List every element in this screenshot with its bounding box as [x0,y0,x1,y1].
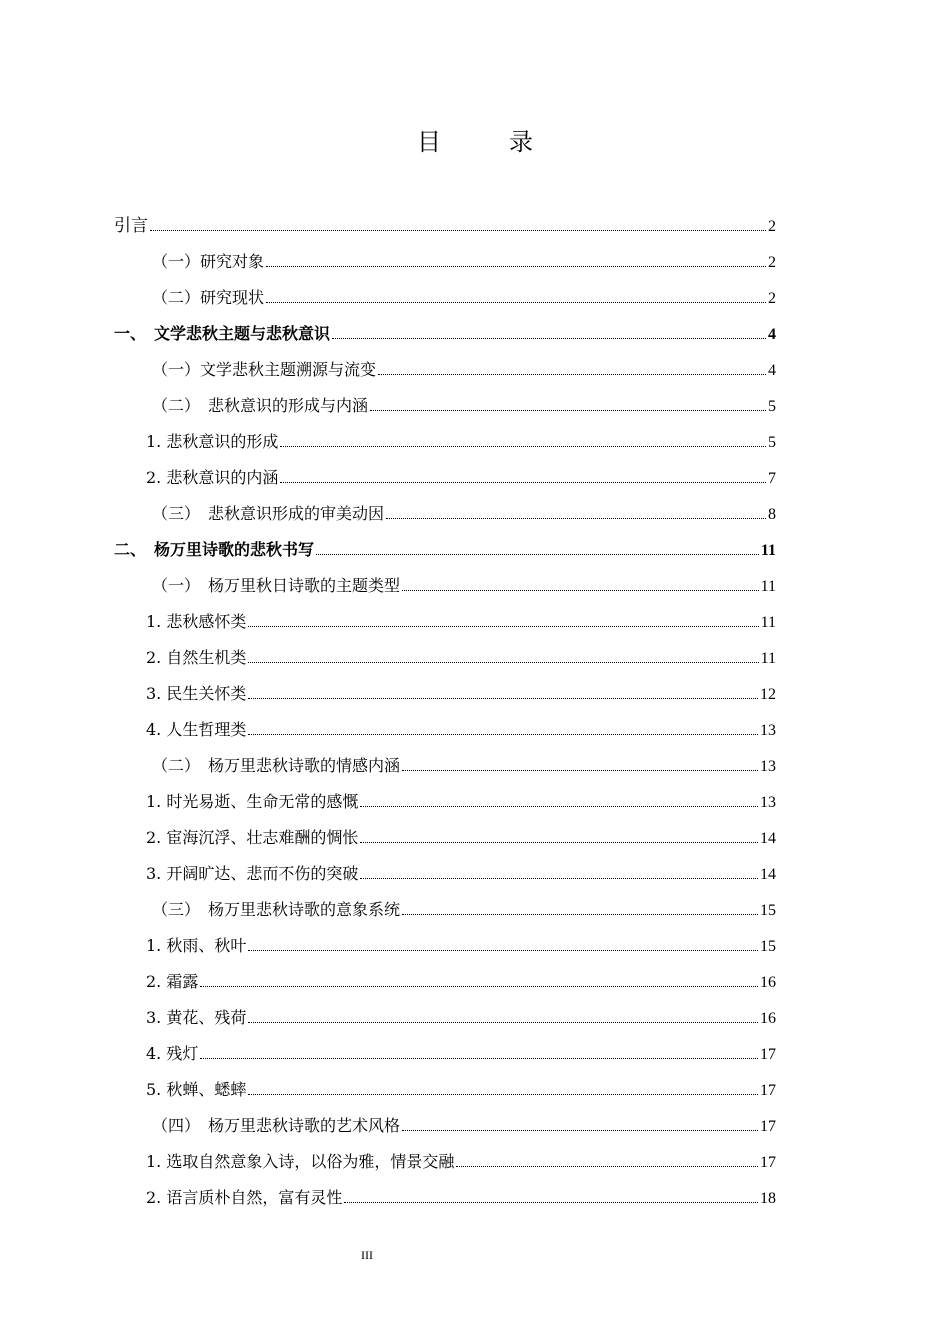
toc-entry[interactable] [152,278,776,308]
toc-entry-page: 16 [760,974,776,991]
toc-entry[interactable] [146,638,776,668]
toc-entry-intro[interactable] [114,206,776,236]
toc-entry-page: 5 [768,434,776,451]
toc-entry-page: 11 [760,578,776,595]
toc-entry-page: 11 [760,650,776,667]
toc-entry-label: 2. 霜露 [146,972,199,991]
leader-dots [370,410,766,411]
toc-entry-page: 12 [760,686,776,703]
toc-entry-page: 14 [760,830,776,847]
toc-entry-page: 13 [760,722,776,739]
toc-entry-label: （三） 杨万里悲秋诗歌的意象系统 [152,900,401,919]
toc-entry[interactable] [146,458,776,488]
toc-entry-label: 2. 悲秋意识的内涵 [146,468,279,487]
toc-entry-page: 17 [760,1118,776,1135]
toc-entry-label: 5. 秋蝉、蟋蟀 [146,1080,247,1099]
toc-entry[interactable] [146,422,776,452]
toc-entry-page: 2 [768,218,776,235]
toc-entry[interactable] [146,782,776,812]
toc-entry-label: 1. 时光易逝、生命无常的感慨 [146,792,359,811]
toc-entry-page: 11 [760,614,776,631]
toc-entry-page: 4 [768,362,776,379]
toc-entry-page: 13 [760,794,776,811]
toc-entry-label: （一）研究对象 [152,252,265,271]
leader-dots [266,266,766,267]
toc-entry[interactable] [146,1178,776,1208]
toc-entry-page: 17 [760,1046,776,1063]
toc-entry[interactable] [146,818,776,848]
toc-entry[interactable] [152,566,776,596]
toc-entry-label: 1. 选取自然意象入诗，以俗为雅，情景交融 [146,1152,455,1171]
toc-entry-label: （四） 杨万里悲秋诗歌的艺术风格 [152,1116,401,1135]
toc-entry[interactable] [152,242,776,272]
toc-entry-label: 1. 秋雨、秋叶 [146,936,247,955]
toc-entry-page: 2 [768,290,776,307]
toc-entry-label: 1. 悲秋意识的形成 [146,432,279,451]
toc-entry-page: 7 [768,470,776,487]
toc-entry-page: 5 [768,398,776,415]
toc-entry-page: 14 [760,866,776,883]
leader-dots [402,1130,758,1131]
leader-dots [360,878,758,879]
toc-entry-page: 15 [760,938,776,955]
toc-entry-label: 3. 开阔旷达、悲而不伤的突破 [146,864,359,883]
toc-entry-label: 二、 杨万里诗歌的悲秋书写 [114,540,315,559]
leader-dots [248,734,758,735]
toc-entry[interactable] [146,962,776,992]
toc-entry-page: 4 [768,326,776,343]
leader-dots [402,914,758,915]
leader-dots [280,482,766,483]
toc-entry[interactable] [146,926,776,956]
toc-entry-page: 11 [760,542,776,559]
toc-entry-page: 15 [760,902,776,919]
toc-entry-label: 引言 [114,216,148,236]
toc-entry[interactable] [152,494,776,524]
toc-entry[interactable] [152,350,776,380]
leader-dots [248,1094,758,1095]
leader-dots [200,986,758,987]
leader-dots [248,662,758,663]
leader-dots [150,230,766,231]
toc-entry[interactable] [152,386,776,416]
leader-dots [386,518,766,519]
toc-entry[interactable] [146,710,776,740]
toc-entry-label: 1. 悲秋感怀类 [146,612,247,631]
toc-entry-label: 2. 自然生机类 [146,648,247,667]
leader-dots [402,770,758,771]
leader-dots [280,446,766,447]
leader-dots [456,1166,758,1167]
toc-entry-label: 4. 残灯 [146,1044,199,1063]
toc-entry[interactable] [146,674,776,704]
leader-dots [378,374,766,375]
toc-entry-label: 2. 语言质朴自然，富有灵性 [146,1188,343,1207]
toc-entry-label: 3. 黄花、残荷 [146,1008,247,1027]
leader-dots [248,698,758,699]
toc-entry-label: （一） 杨万里秋日诗歌的主题类型 [152,576,401,595]
leader-dots [360,806,758,807]
toc-entry-label: （一）文学悲秋主题溯源与流变 [152,360,377,379]
toc-entry[interactable] [152,890,776,920]
toc-entry-page: 16 [760,1010,776,1027]
leader-dots [316,554,759,555]
toc-entry-page: 2 [768,254,776,271]
toc-entry-page: 17 [760,1154,776,1171]
toc-entry-page: 13 [760,758,776,775]
toc-entry-label: （二）研究现状 [152,288,265,307]
leader-dots [248,1022,758,1023]
toc-entry[interactable] [146,1142,776,1172]
toc-entry-page: 8 [768,506,776,523]
leader-dots [248,626,758,627]
toc-entry-label: （三） 悲秋意识形成的审美动因 [152,504,385,523]
toc-entry-chapter[interactable] [114,530,776,560]
leader-dots [200,1058,758,1059]
leader-dots [266,302,766,303]
toc-entry-chapter[interactable] [114,314,776,344]
toc-entry-label: （二） 杨万里悲秋诗歌的情感内涵 [152,756,401,775]
toc-entry-label: 一、 文学悲秋主题与悲秋意识 [114,324,331,343]
toc-title: 目 录 [417,128,555,156]
toc-entry-label: 2. 宦海沉浮、壮志难酬的惆怅 [146,828,359,847]
toc-entry-page: 18 [760,1190,776,1207]
toc-entry-label: 3. 民生关怀类 [146,684,247,703]
toc-entry-page: 17 [760,1082,776,1099]
leader-dots [344,1202,758,1203]
toc-entry[interactable] [146,602,776,632]
toc-entry[interactable] [152,1106,776,1136]
toc-entry[interactable] [146,1034,776,1064]
toc-entry[interactable] [146,854,776,884]
leader-dots [332,338,766,339]
toc-entry[interactable] [152,746,776,776]
toc-entry-label: （二） 悲秋意识的形成与内涵 [152,396,369,415]
toc-entry[interactable] [146,998,776,1028]
leader-dots [360,842,758,843]
toc-entry[interactable] [146,1070,776,1100]
toc-entry-label: 4. 人生哲理类 [146,720,247,739]
leader-dots [248,950,758,951]
leader-dots [402,590,759,591]
page-number: III [361,1248,373,1262]
